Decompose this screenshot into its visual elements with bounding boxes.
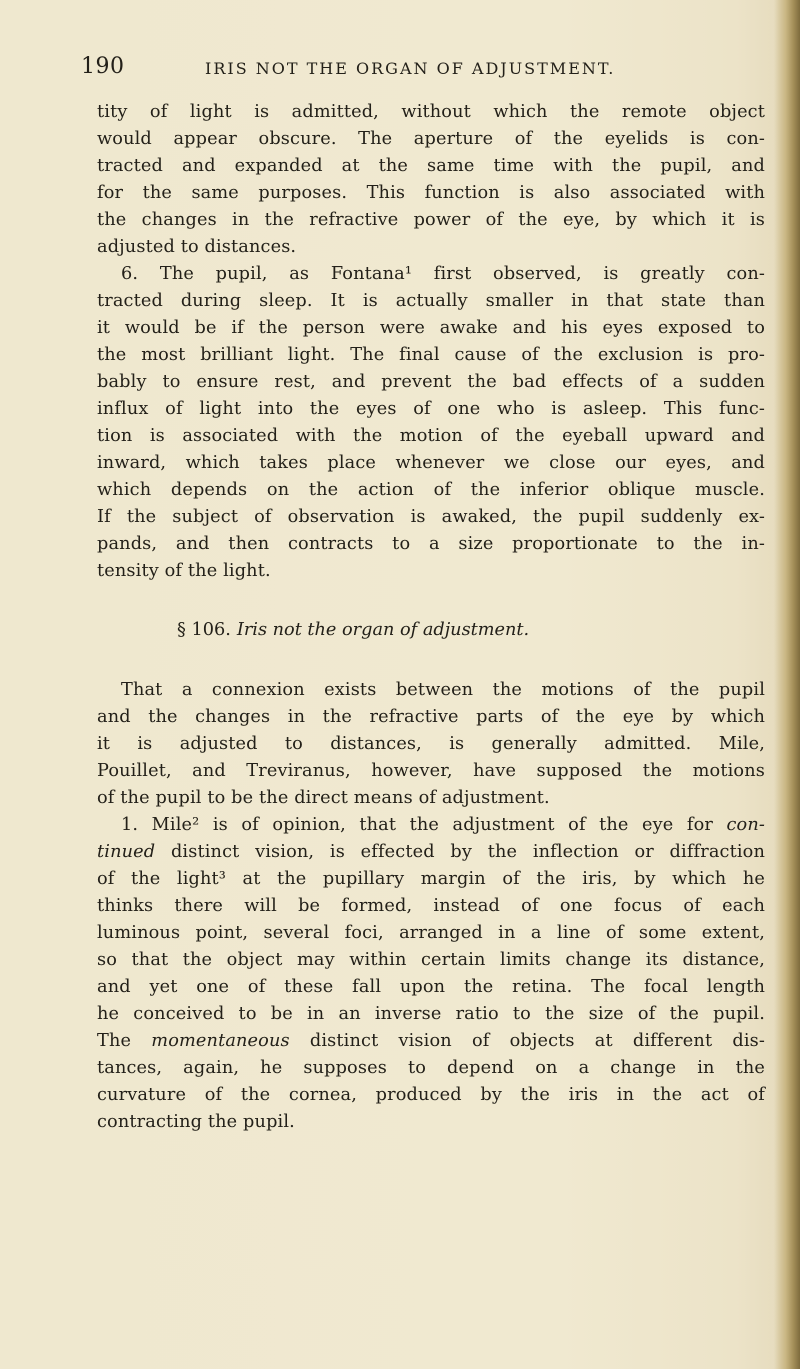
text-line: pands, and then contracts to a size proportionate to the in- — [97, 534, 765, 554]
text-line: and yet one of these fall upon the retina. The focal length — [97, 977, 765, 997]
spacer — [97, 585, 765, 617]
italic-run: tinued — [97, 842, 156, 862]
text-line — [97, 812, 765, 839]
text-line: and the changes in the refractive parts of the eye by which — [97, 707, 765, 727]
text-line: so that the object may within certain limits change its distance, — [97, 950, 765, 970]
text-line: inward, which takes place whenever we close our eyes, and — [97, 453, 765, 473]
text-line: contracting the pupil. — [97, 1112, 295, 1132]
text-line: tracted and expanded at the same time with the pupil, and — [97, 156, 765, 176]
section-number: § 106. — [177, 620, 231, 640]
text-line: he conceived to be in an inverse ratio to the size of the pupil. — [97, 1004, 765, 1024]
text-line: tity of light is admitted, without which the remote object — [97, 102, 765, 122]
text-run: 1. Mile² is of opinion, that the adjustment of the eye for — [121, 815, 727, 835]
text-line: which depends on the action of the inferior oblique muscle. — [97, 480, 765, 500]
text-line: That a connexion exists between the motions of the pupil — [121, 680, 765, 700]
text-line: of the light³ at the pupillary margin of the iris, by which he — [97, 869, 765, 889]
text-line: the most brilliant light. The final cause of the exclusion is pro- — [97, 345, 765, 365]
text-line: tensity of the light. — [97, 561, 271, 581]
section-title: Iris not the organ of adjustment. — [236, 620, 530, 640]
text-line — [97, 1028, 765, 1055]
text-line: adjusted to distances. — [97, 237, 297, 257]
text-line: tances, again, he supposes to depend on a change in the — [97, 1058, 765, 1078]
text-line: of the pupil to be the direct means of adjustment. — [97, 788, 550, 808]
text-line: it would be if the person were awake and his eyes exposed to — [97, 318, 765, 338]
text-line: the changes in the refractive power of the eye, by which it is — [97, 210, 765, 230]
text-line: for the same purposes. This function is also associated with — [97, 183, 765, 203]
page-number: 190 — [81, 54, 125, 79]
page-edge — [774, 0, 800, 1369]
running-title: IRIS NOT THE ORGAN OF ADJUSTMENT. — [205, 59, 616, 78]
spacer — [97, 644, 765, 677]
text-line: luminous point, several foci, arranged in a line of some extent, — [97, 923, 765, 943]
text-line: curvature of the cornea, produced by the iris in the act of — [97, 1085, 765, 1105]
section-heading — [97, 617, 765, 644]
italic-run: con- — [726, 815, 765, 835]
italic-run: momentaneous — [151, 1031, 290, 1051]
text-run: distinct vision, is effected by the inflection or diffraction — [155, 842, 765, 862]
text-run: The — [97, 1031, 152, 1051]
text-run: distinct vision of objects at different dis- — [289, 1031, 765, 1051]
text-line: bably to ensure rest, and prevent the bad effects of a sudden — [97, 372, 765, 392]
running-head — [81, 54, 761, 84]
text-line: If the subject of observation is awaked, the pupil suddenly ex- — [97, 507, 765, 527]
text-line: tion is associated with the motion of the eyeball upward and — [97, 426, 765, 446]
text-block — [97, 99, 765, 1136]
text-line: 6. The pupil, as Fontana¹ first observed, is greatly con- — [121, 264, 765, 284]
text-line: tracted during sleep. It is actually smaller in that state than — [97, 291, 765, 311]
text-line: would appear obscure. The aperture of the eyelids is con- — [97, 129, 765, 149]
text-line: Pouillet, and Treviranus, however, have supposed the motions — [97, 761, 765, 781]
text-line — [97, 839, 765, 866]
text-line: influx of light into the eyes of one who is asleep. This func- — [97, 399, 765, 419]
text-line: it is adjusted to distances, is generally admitted. Mile, — [97, 734, 765, 754]
text-line: thinks there will be formed, instead of one focus of each — [97, 896, 765, 916]
